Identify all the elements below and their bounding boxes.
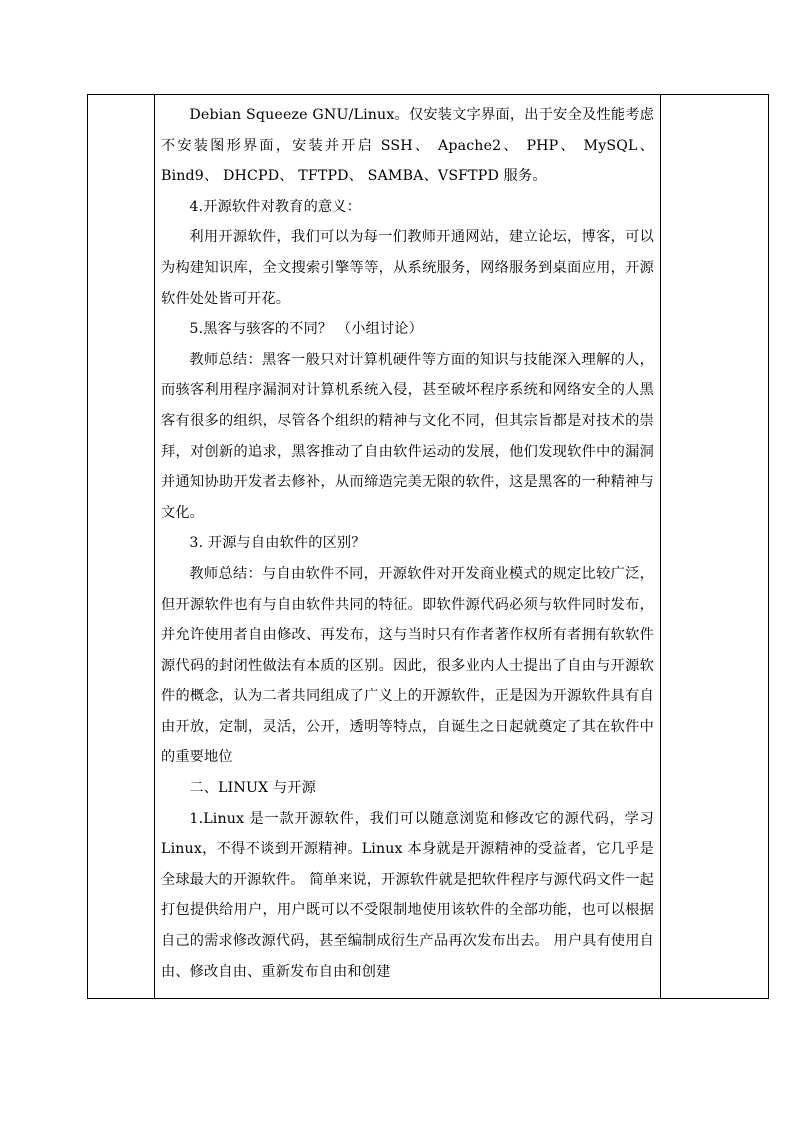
paragraph-hacker-cracker: 教师总结：黑客一般只对计算机硬件等方面的知识与技能深入理解的人，而骇客利用程序漏洞对计算机系统入侵，甚至破坏程序系统和网络安全的人黑客有很多的组织，尽管各个组织的精神与文化不同，但其宗旨都是对技术的崇拜，对创新的追求，黑客推动了自由软件运动的发展，他们发现软件中的漏洞并通知协助开发者去修补，从而缔造完美无限的软件，这是黑客的一种精神与文化。 (161, 351, 654, 521)
right-column-cell (661, 95, 769, 999)
paragraph-open-vs-free: 教师总结：与自由软件不同，开源软件对开发商业模式的规定比较广泛，但开源软件也有与自由软件共同的特征。即软件源代码必须与软件同时发布，并允许使用者自由修改、再发布，这与当时只有作者著作权所有者拥有软软件源代码的封闭性做法有本质的区别。因此，很多业内人士提出了自由与开源软件的概念，认为二者共同组成了广义上的开源软件，正是因为开源软件具有自由开放，定制，灵活，公开，透明等特点，自诞生之日起就奠定了其在软件中的重要地位 (161, 565, 654, 766)
heading-hacker-cracker: 5.黑客与骇客的不同？ （小组讨论） (189, 321, 423, 338)
paragraph-debian-setup: Debian Squeeze GNU/Linux。仅安装文字界面，出于安全及性能考虑不安装图形界面，安装并开启 SSH、 Apache2、 PHP、 MySQL、 Bind9、 DHCPD、 TFTPD、 SAMBA、VSFTPD 服务。 (161, 107, 654, 185)
heading-education-significance: 4.开源软件对教育的意义： (189, 198, 361, 215)
content-body (155, 95, 660, 987)
content-cell (155, 95, 661, 999)
paragraph-linux-open-source: 1.Linux 是一款开源软件，我们可以随意浏览和修改它的源代码，学习 Linux，不得不谈到开源精神。Linux 本身就是开源精神的受益者，它几乎是全球最大的开源软件。 简单来说，开源软件就是把软件程序与源代码文件一起打包提供给用户，用户既可以不受限制地使用该软件的全部功能，也可以根据自己的需求修改源代码，甚至编制成衍生产品再次发布出去。 用户具有使用自由、修改自由、重新发布自由和创建 (161, 810, 654, 980)
paragraph-education-significance: 利用开源软件，我们可以为每一们教师开通网站，建立论坛，博客，可以为构建知识库，全文搜索引擎等等，从系统服务，网络服务到桌面应用，开源软件处处皆可开花。 (161, 229, 654, 307)
heading-linux-open-source: 二、LINUX 与开源 (189, 780, 316, 797)
left-column-cell (88, 95, 155, 999)
table-row (88, 95, 769, 999)
heading-open-vs-free: 3. 开源与自由软件的区别？ (189, 535, 366, 552)
lesson-table (87, 94, 769, 999)
